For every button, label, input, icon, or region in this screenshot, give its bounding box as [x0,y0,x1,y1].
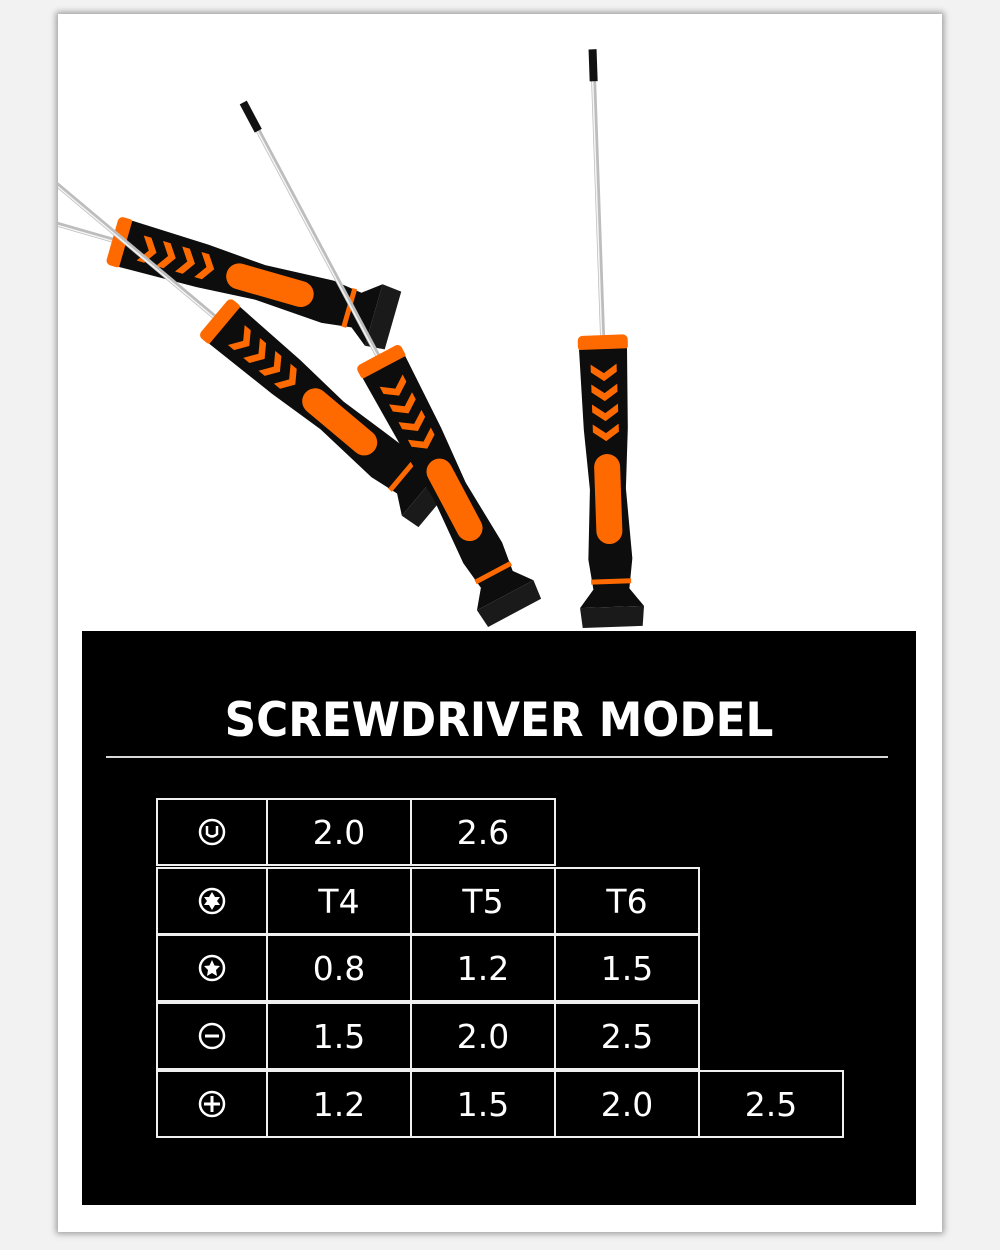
table-cell: T6 [554,867,700,935]
table-cell: T4 [266,867,412,935]
screwdrivers-photo [58,14,942,629]
table-cell: 1.2 [266,1070,412,1138]
table-cell: 2.0 [410,1002,556,1070]
product-card [58,14,942,1232]
panel-title: SCREWDRIVER MODEL [224,693,774,748]
table-cell: 1.5 [410,1070,556,1138]
table-cell: T5 [410,867,556,935]
title-divider [106,756,888,758]
table-cell: 0.8 [266,934,412,1002]
pentalobe-icon [156,934,268,1002]
phillips-icon [156,1070,268,1138]
torx-icon [156,867,268,935]
slotted-icon [156,1002,268,1070]
table-cell: 1.5 [266,1002,412,1070]
table-cell: 1.5 [554,934,700,1002]
table-cell: 2.5 [554,1002,700,1070]
table-cell: 2.0 [554,1070,700,1138]
model-panel [82,631,916,1205]
table-cell: 1.2 [410,934,556,1002]
tri-wing-icon [156,798,268,866]
table-cell: 2.0 [266,798,412,866]
table-cell: 2.6 [410,798,556,866]
table-cell: 2.5 [698,1070,844,1138]
